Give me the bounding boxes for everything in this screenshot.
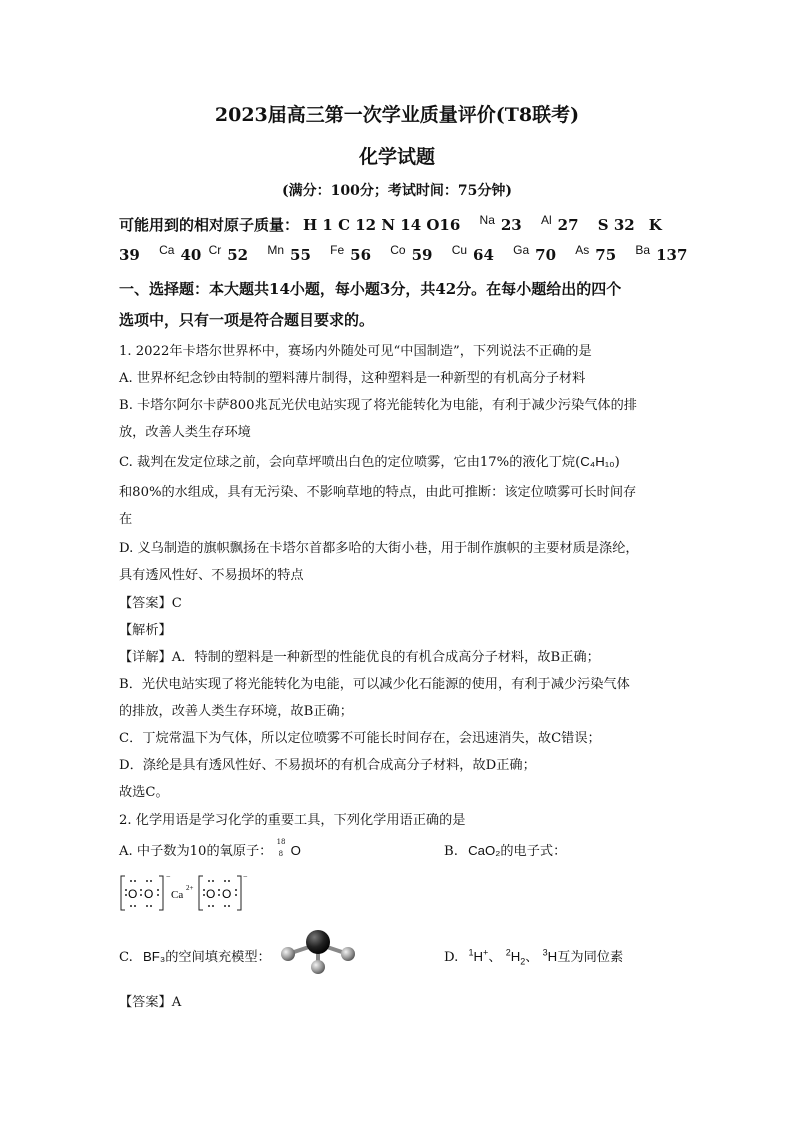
cao2-electron-formula bbox=[119, 872, 249, 914]
fluorine-atom-left bbox=[281, 947, 295, 961]
atomic-mass-row-2: 39 Ca 40 Cr 52 Mn 55 Fe 56 Co 59 Cu 64 Ga 70 As 75 Ba 137 bbox=[119, 243, 688, 264]
exam-title: 2023届高三第一次学业质量评价(T8联考) bbox=[214, 104, 580, 126]
q1-conclusion: 故选C。 bbox=[119, 785, 169, 800]
minus-charge-left: − bbox=[166, 872, 171, 881]
q1-option-c-cont2: 在 bbox=[119, 512, 133, 527]
q1-option-b: B. 卡塔尔阿尔卡萨800兆瓦光伏电站实现了将光能转化为电能，有利于减少污染气体的排 bbox=[119, 398, 637, 413]
q1-option-a: A. 世界杯纪念钞由特制的塑料薄片制得，这种塑料是一种新型的有机高分子材料 bbox=[119, 371, 586, 386]
oxygen-right-2: O bbox=[222, 887, 232, 901]
oxygen-right-1: O bbox=[206, 887, 216, 901]
q2-option-c: C. BF₃的空间填充模型： bbox=[119, 949, 271, 965]
bf3-space-filling-model bbox=[276, 928, 360, 976]
calcium-ion: Ca bbox=[171, 889, 184, 901]
calcium-charge: 2+ bbox=[186, 884, 194, 892]
bracket-left-2 bbox=[199, 876, 203, 910]
q1-option-c: C. 裁判在发定位球之前，会向草坪喷出白色的定位喷雾，它由17%的液化丁烷(C₄H₁₀) bbox=[119, 454, 620, 470]
q1-detail-a: 【详解】A．特制的塑料是一种新型的性能优良的有机合成高分子材料，故B正确； bbox=[119, 650, 600, 665]
oxygen-left-1: O bbox=[128, 887, 138, 901]
bracket-left bbox=[121, 876, 125, 910]
atomic-mass-label: 可能用到的相对原子质量： bbox=[119, 216, 300, 234]
q1-detail-b: B．光伏电站实现了将光能转化为电能，可以减少化石能源的使用，有利于减少污染气体 bbox=[119, 677, 630, 692]
atomic-mass-row-1: 可能用到的相对原子质量： H 1 C 12 N 14 O16 Na 23 Al 27 S 32 K bbox=[119, 213, 662, 234]
exam-info: (满分：100分；考试时间：75分钟) bbox=[282, 183, 512, 199]
q1-stem: 1. 2022年卡塔尔世界杯中，赛场内外随处可见“中国制造”，下列说法不正确的是 bbox=[119, 344, 592, 359]
q1-option-d-cont: 具有透风性好、不易损坏的特点 bbox=[119, 568, 304, 583]
q1-answer: 【答案】C bbox=[119, 596, 182, 611]
q2-answer: 【答案】A bbox=[119, 995, 182, 1010]
q1-option-c-cont: 和80%的水组成，具有无污染、不影响草地的特点，由此可推断：该定位喷雾可长时间存 bbox=[119, 485, 637, 500]
butane-formula: C₄H₁₀ bbox=[580, 454, 615, 469]
bracket-right-2 bbox=[237, 876, 241, 910]
q1-detail-c: C．丁烷常温下为气体，所以定位喷雾不可能长时间存在，会迅速消失，故C错误； bbox=[119, 731, 601, 746]
bracket-right bbox=[159, 876, 163, 910]
subject-title: 化学试题 bbox=[358, 146, 435, 168]
section-heading-cont: 选项中，只有一项是符合题目要求的。 bbox=[119, 311, 375, 329]
q1-detail-d: D．涤纶是具有透风性好、不易损坏的有机合成高分子材料，故D正确； bbox=[119, 758, 536, 773]
q2-option-b: B. CaO₂的电子式： bbox=[444, 843, 567, 859]
fluorine-atom-bottom bbox=[311, 960, 325, 974]
nuclide-notation: 18 8 bbox=[276, 837, 286, 858]
boron-atom bbox=[306, 930, 330, 954]
section-heading: 一、选择题：本大题共14小题，每小题3分，共42分。在每小题给出的四个 bbox=[119, 280, 622, 298]
minus-charge-right: − bbox=[243, 872, 248, 881]
fluorine-atom-right bbox=[341, 947, 355, 961]
q1-detail-b-cont: 的排放，改善人类生存环境，故B正确； bbox=[119, 704, 353, 719]
q2-option-d: D. $^1$H+、 $^2H_2$、 $^3$H互为同位素 bbox=[444, 947, 624, 967]
q1-analysis-label: 【解析】 bbox=[119, 623, 172, 638]
q1-option-d: D. 义乌制造的旗帜飘扬在卡塔尔首都多哈的大街小巷，用于制作旗帜的主要材质是涤纶， bbox=[119, 541, 639, 556]
q2-stem: 2. 化学用语是学习化学的重要工具，下列化学用语正确的是 bbox=[119, 813, 466, 828]
q1-option-b-cont: 放，改善人类生存环境 bbox=[119, 425, 251, 440]
oxygen-left-2: O bbox=[144, 887, 154, 901]
q2-option-a: A. 中子数为10的氧原子： 18 8 O bbox=[119, 837, 301, 859]
